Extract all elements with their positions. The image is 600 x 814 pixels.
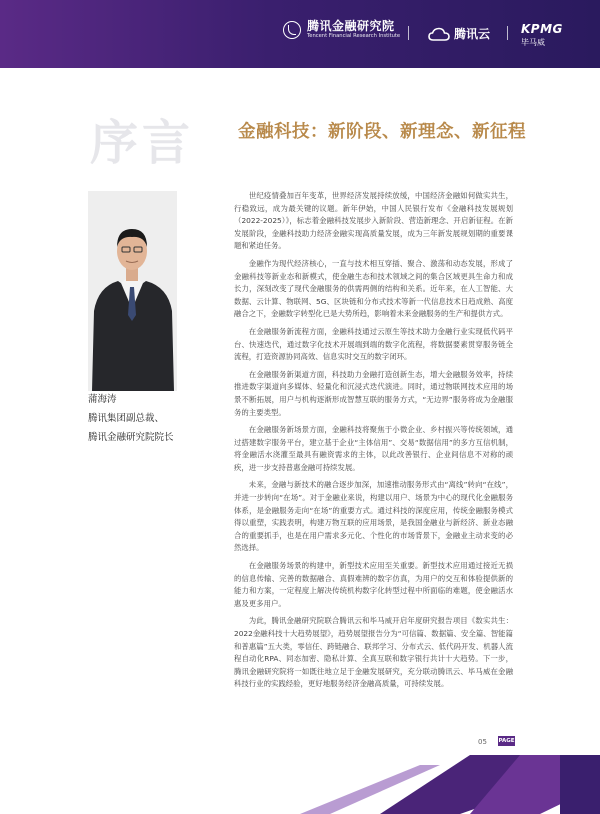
paragraph: 在金融服务新渠道方面，科技助力金融打造创新生态，增大金融服务效率，持续推进数字渠道向多媒体、轻量化和沉浸式迭代演进。同时，通过物联网技术应用的场景不断拓展，用户与机构逐渐形成智慧互联的服务方式，“无边界”服务将成为金融服务的主要类型。 — [234, 369, 513, 417]
header-banner — [0, 0, 600, 68]
paragraph: 在金融服务场景的构建中，新型技术应用至关重要。新型技术应用通过接近无损的信息传输、完善的数据融合、真假难辨的数字仿真，为用户的交互和体验提供新的能力和方案，一定程度上解决传统机构数字化转型过程中所面临的难题，使金融活水惠及更多用户。 — [234, 561, 513, 608]
page-tag: PAGE — [498, 738, 515, 744]
author-photo — [88, 191, 177, 391]
paragraph: 在金融服务新场景方面，金融科技将聚焦于小微企业、乡村振兴等传统领域，通过搭建数字服务平台，建立基于企业“主体信用”、交易“数据信用”的多方互信机制，将金融活水浇灌至最具有融资需求的主体，以此改善银行、企业间信息不对称的顽疾，进一步支持普惠金融可持续发展。 — [234, 425, 513, 472]
brand2-label: 腾讯云 — [454, 27, 491, 41]
tencent-finance-logo-icon — [283, 21, 301, 39]
kpmg-cn: 毕马威 — [521, 38, 545, 47]
footer-decoration — [0, 755, 600, 814]
section-watermark: 序言 — [90, 115, 195, 171]
cloud-icon — [428, 27, 450, 41]
tencent-cloud-logo — [428, 25, 490, 42]
paragraph: 金融作为现代经济核心，一直与技术相互穿插、聚合、激荡和动态发展，形成了金融科技等新业态和新模式，使金融生态和技术领域之间的集合区域更具生命力和成长力，深刻改变了现代金融服务的供需两侧的结构和关系。近年来，在人工智能、大数据、云计算、物联网、5G、区块链和分布式技术等新一代信息技术日趋成熟、高度融合之下，金融数字转型化已是大势所趋，影响着未来金融服务的生产和提供方式。 — [234, 258, 513, 319]
author-title-line2: 腾讯金融研究院院长 — [88, 432, 174, 443]
brand1-cn: 腾讯金融研究院 — [307, 19, 395, 33]
paragraph: 世纪疫情叠加百年变革，世界经济发展持续放缓，中国经济金融如何做实共生，行稳致远，成为最关键的议题。新年伊始，中国人民银行发布《金融科技发展规划（2022-2025）》，标志着金融科技发展步入新阶段、营造新理念、开启新征程。在新发展阶段，金融科技助力经济金融实现高质量发展，成为三年新发展规划期的重要课题和紧迫任务。 — [234, 191, 513, 251]
author-name: 蒲海涛 — [88, 394, 117, 405]
page-number: 05 — [478, 738, 487, 746]
header-divider — [408, 26, 409, 40]
page-title: 金融科技：新阶段、新理念、新征程 — [238, 122, 526, 142]
kpmg-logo — [521, 23, 563, 48]
paragraph: 未来，金融与新技术的融合逐步加深，加速推动服务形式由“离线”转向“在线”，并进一步转向“在场”。对于金融业来说，构建以用户、场景为中心的现代化金融服务体系，是金融服务走向“在场”的重要方式。通过科技的深度应用，传统金融服务模式得以重塑，实践表明，构建万物互联的应用场景，是我国金融业与新经济、新业态融合的重要抓手，也是在用户需求多元化、个性化的市场背景下，金融业主动求变的必然选择。 — [234, 480, 513, 553]
paragraph: 在金融服务新流程方面，金融科技通过云原生等技术助力金融行业实现低代码平台、快速迭代，通过数字化技术开展端到端的数字化流程，将数据要素贯穿服务链全流程，打造资源协同高效、信息实时交互的数字闭环。 — [234, 326, 513, 362]
tencent-finance-logo — [283, 19, 400, 40]
paragraph: 为此，腾讯金融研究院联合腾讯云和毕马威开启年度研究报告项目《数实共生：2022金融科技十大趋势展望》，趋势展望报告分为“可信篇、数据篇、安全篇、智能篇和普惠篇”五大类，零信任、跨链融合、联邦学习、分布式云、低代码开发、机器人流程自动化RPA、同态加密、隐私计算、全真互联和数字银行共计十大趋势。下一步，腾讯金融研究院将一如既往地立足于金融发展研究，充分联动腾讯云、毕马威在金融科技行业的实践经验，更好地服务经济金融高质量，可持续发展。 — [234, 616, 513, 689]
author-title-line1: 腾讯集团副总裁、 — [88, 413, 165, 424]
kpmg-en: KPMG — [521, 22, 563, 36]
brand1-en: Tencent Financial Research Institute — [307, 33, 401, 39]
body-text — [234, 190, 513, 696]
header-divider — [507, 26, 508, 40]
